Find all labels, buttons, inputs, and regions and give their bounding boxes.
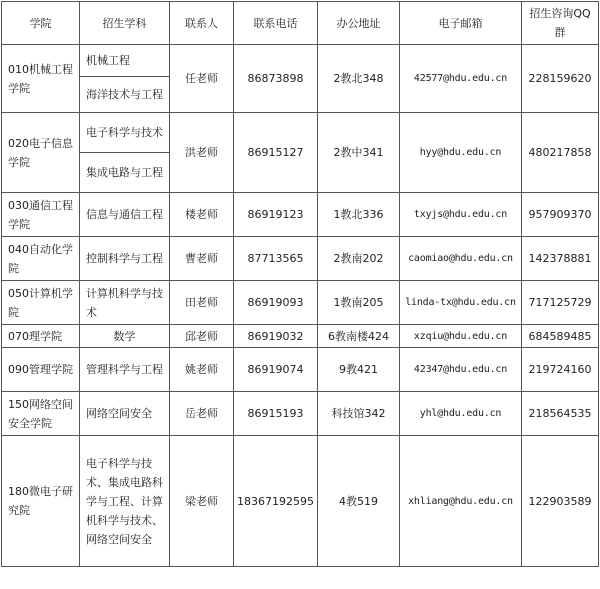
table-row	[2, 348, 599, 392]
table-row	[2, 113, 599, 153]
contact-cell: 任老师	[170, 45, 234, 113]
email-cell: xhliang@hdu.edu.cn	[400, 436, 522, 567]
office-cell: 2教中341	[318, 113, 400, 193]
subject-cell: 控制科学与工程	[80, 237, 170, 281]
table-row	[2, 325, 599, 348]
email-cell: yhl@hdu.edu.cn	[400, 392, 522, 436]
subject-cell: 集成电路与工程	[80, 153, 170, 193]
table-row	[2, 436, 599, 567]
email-cell: 42347@hdu.edu.cn	[400, 348, 522, 392]
qq-cell: 142378881	[522, 237, 599, 281]
phone-cell: 86919123	[234, 193, 318, 237]
contact-cell: 梁老师	[170, 436, 234, 567]
contact-cell: 邱老师	[170, 325, 234, 348]
qq-cell: 717125729	[522, 281, 599, 325]
subject-cell: 计算机科学与技术	[80, 281, 170, 325]
office-cell: 1教南205	[318, 281, 400, 325]
qq-cell: 228159620	[522, 45, 599, 113]
phone-cell: 86919074	[234, 348, 318, 392]
table-row	[2, 237, 599, 281]
subject-cell: 机械工程	[80, 45, 170, 77]
contact-cell: 姚老师	[170, 348, 234, 392]
college-cell: 020电子信息学院	[2, 113, 80, 193]
contact-cell: 岳老师	[170, 392, 234, 436]
header-college: 学院	[2, 2, 80, 45]
phone-cell: 86919032	[234, 325, 318, 348]
subject-cell: 电子科学与技术	[80, 113, 170, 153]
contact-table	[1, 1, 599, 567]
office-cell: 2教北348	[318, 45, 400, 113]
email-cell: linda-tx@hdu.edu.cn	[400, 281, 522, 325]
college-cell: 070理学院	[2, 325, 80, 348]
subject-cell: 海洋技术与工程	[80, 77, 170, 113]
header-subject: 招生学科	[80, 2, 170, 45]
office-cell: 科技馆342	[318, 392, 400, 436]
qq-cell: 219724160	[522, 348, 599, 392]
office-cell: 6教南楼424	[318, 325, 400, 348]
qq-cell: 218564535	[522, 392, 599, 436]
college-cell: 030通信工程学院	[2, 193, 80, 237]
header-email: 电子邮箱	[400, 2, 522, 45]
phone-cell: 86873898	[234, 45, 318, 113]
email-cell: txyjs@hdu.edu.cn	[400, 193, 522, 237]
contact-cell: 田老师	[170, 281, 234, 325]
qq-cell: 957909370	[522, 193, 599, 237]
college-cell: 180微电子研究院	[2, 436, 80, 567]
header-qq: 招生咨询QQ群	[522, 2, 599, 45]
contact-cell: 洪老师	[170, 113, 234, 193]
header-contact: 联系人	[170, 2, 234, 45]
table-row	[2, 281, 599, 325]
college-cell: 050计算机学院	[2, 281, 80, 325]
office-cell: 4教519	[318, 436, 400, 567]
college-cell: 040自动化学院	[2, 237, 80, 281]
email-cell: xzqiu@hdu.edu.cn	[400, 325, 522, 348]
email-cell: hyy@hdu.edu.cn	[400, 113, 522, 193]
subject-cell: 数学	[80, 325, 170, 348]
college-cell: 150网络空间安全学院	[2, 392, 80, 436]
office-cell: 1教北336	[318, 193, 400, 237]
office-cell: 9教421	[318, 348, 400, 392]
table-body	[2, 2, 599, 567]
qq-cell: 684589485	[522, 325, 599, 348]
college-cell: 010机械工程学院	[2, 45, 80, 113]
phone-cell: 86915193	[234, 392, 318, 436]
qq-cell: 122903589	[522, 436, 599, 567]
table-row	[2, 392, 599, 436]
qq-cell: 480217858	[522, 113, 599, 193]
office-cell: 2教南202	[318, 237, 400, 281]
header-office: 办公地址	[318, 2, 400, 45]
subject-cell: 网络空间安全	[80, 392, 170, 436]
subject-cell: 信息与通信工程	[80, 193, 170, 237]
contact-cell: 曹老师	[170, 237, 234, 281]
phone-cell: 87713565	[234, 237, 318, 281]
subject-cell: 管理科学与工程	[80, 348, 170, 392]
contact-cell: 楼老师	[170, 193, 234, 237]
header-row	[2, 2, 599, 45]
header-phone: 联系电话	[234, 2, 318, 45]
email-cell: caomiao@hdu.edu.cn	[400, 237, 522, 281]
phone-cell: 18367192595	[234, 436, 318, 567]
email-cell: 42577@hdu.edu.cn	[400, 45, 522, 113]
phone-cell: 86919093	[234, 281, 318, 325]
table-row	[2, 193, 599, 237]
subject-cell: 电子科学与技术、集成电路科学与工程、计算机科学与技术、网络空间安全	[80, 436, 170, 567]
phone-cell: 86915127	[234, 113, 318, 193]
college-cell: 090管理学院	[2, 348, 80, 392]
table-row	[2, 45, 599, 77]
